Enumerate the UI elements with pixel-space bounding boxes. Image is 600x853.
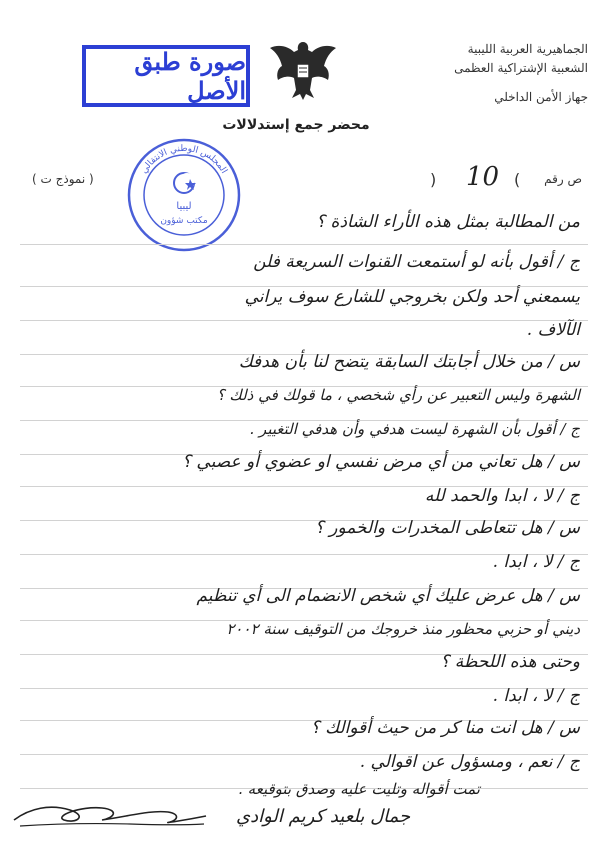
country-line-2: الشعبية الإشتراكية العظمى [454, 61, 588, 75]
handwritten-line: س / هل انت منا كر من حيث أقوالك ؟ [310, 718, 580, 738]
handwritten-line: من المطالبة بمثل هذه الأراء الشاذة ؟ [316, 212, 580, 232]
paren-left: ( [430, 170, 437, 189]
paren-right: ) [514, 170, 521, 189]
handwritten-line: ج / لا ، ابدا . [492, 686, 580, 706]
letterhead [388, 40, 588, 107]
model-label: ( نموذج ت ) [32, 172, 94, 186]
seal-text-country: ليبيا [176, 201, 192, 212]
certified-copy-stamp [82, 45, 250, 107]
page-number-label: ص رقم [544, 172, 582, 186]
handwritten-line: الآلاف . [526, 320, 580, 340]
department-name: جهاز الأمن الداخلي [494, 90, 588, 104]
rule-line [20, 244, 588, 245]
handwritten-line: س / هل تتعاطى المخدرات والخمور ؟ [314, 518, 580, 538]
handwritten-line: س / هل عرض عليك أي شخص الانضمام الى أي تنظيم [196, 586, 580, 606]
signature-name: جمال بلعيد كريم الوادي [236, 806, 411, 827]
handwritten-line: ج / أقول بأنه لو أستمعت القنوات السريعة فلن [253, 252, 580, 272]
country-line-1: الجماهيرية العربية الليبية [467, 42, 588, 56]
handwritten-line: س / هل تعاني من أي مرض نفسي او عضوي أو عصبي ؟ [181, 452, 580, 472]
handwritten-line: س / من خلال أجابتك السابقة يتضح لنا بأن هدفك [238, 352, 580, 372]
handwritten-line: الشهرة وليس التعبير عن رأي شخصي ، ما قولك في ذلك ؟ [216, 386, 580, 404]
handwritten-line: يسمعني أحد ولكن بخروجي للشارع سوف يراني [244, 287, 580, 307]
seal-text-arc: المجلس الوطني الانتقالي [139, 143, 229, 176]
document-title: محضر جمع إستدلالات [222, 117, 370, 133]
signature-scribble [10, 790, 210, 840]
handwritten-line: ج / لا ، ابدا . [492, 552, 580, 572]
handwritten-line: ج / نعم ، ومسؤول عن اقوالي . [359, 752, 580, 772]
handwritten-line: ج / أقول بأن الشهرة ليست هدفي وأن هدفي التغيير . [249, 420, 580, 438]
eagle-emblem-icon [268, 36, 338, 102]
page-number-value: 10 [466, 162, 500, 192]
handwritten-line: ديني أو حزبي محظور منذ خروجك من التوقيف سنة ٢٠٠٢ [226, 620, 580, 638]
seal-text-office: مكتب شؤون [160, 216, 208, 226]
handwritten-line: وحتى هذه اللحظة ؟ [440, 652, 580, 672]
handwritten-line: ج / لا ، ابدا والحمد لله [424, 486, 580, 506]
rule-line [20, 320, 588, 321]
stamp-text: صورة طبق الأصل [134, 47, 246, 105]
handwritten-line: تمت أقواله وتليت عليه وصدق بتوقيعه . [238, 780, 480, 798]
